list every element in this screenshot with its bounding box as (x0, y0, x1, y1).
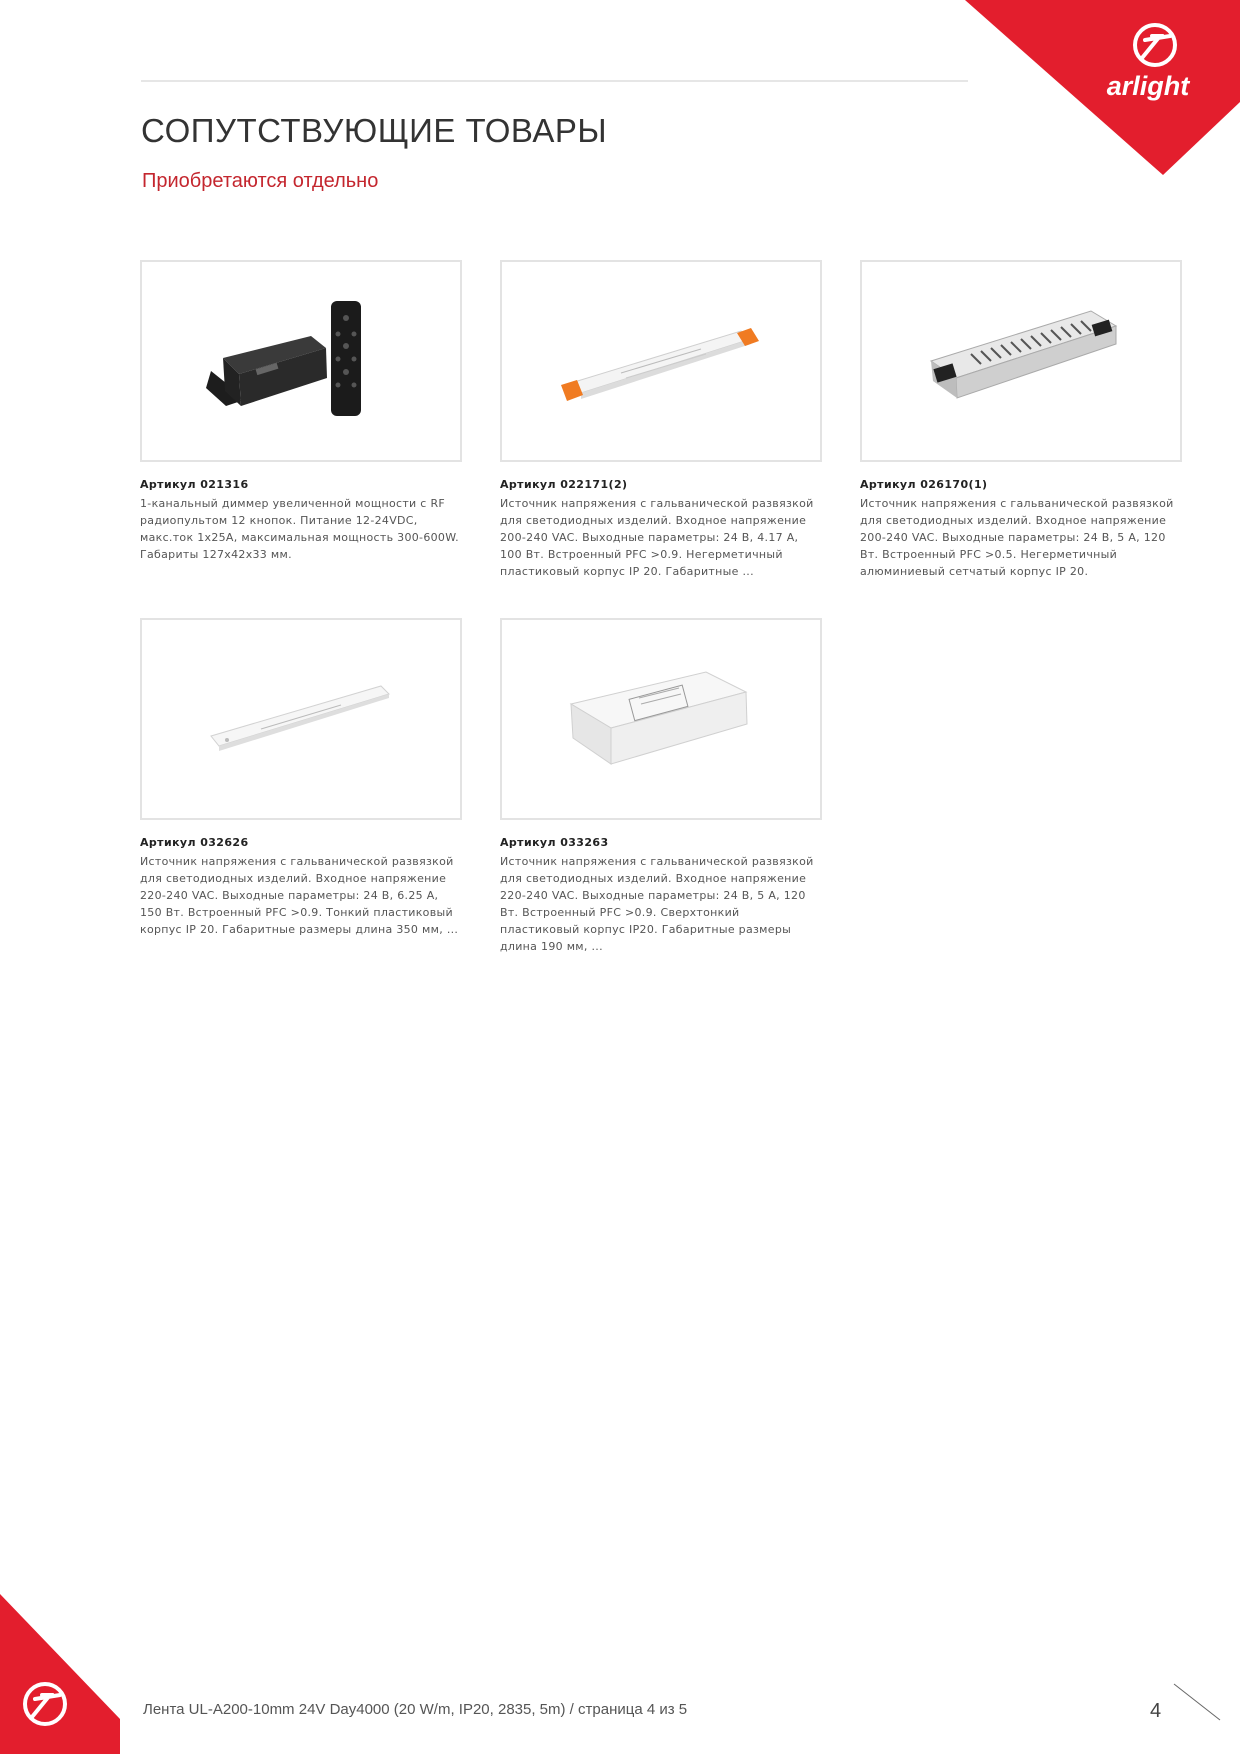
product-card[interactable] (500, 260, 822, 580)
thin-power-supply-image (201, 674, 401, 764)
product-image-frame[interactable] (140, 618, 462, 820)
product-article: Артикул 022171(2) (500, 478, 628, 491)
product-card[interactable] (140, 618, 462, 938)
footer-divider-line (1172, 1682, 1222, 1722)
product-card[interactable] (140, 260, 462, 563)
product-image-frame[interactable] (860, 260, 1182, 462)
product-image-frame[interactable] (500, 260, 822, 462)
compact-power-supply-image (561, 664, 761, 774)
product-card[interactable] (500, 618, 822, 955)
product-description: Источник напряжения с гальванической развязкой для светодиодных изделий. Входное напряжение 220-240 VAC. Выходные параметры: 24 В, 5 А, 120 Вт. Встроенный PFC >0.9. Сверхтонкий пластиковый корпус IP20. Габаритные размеры длина 190 мм, ... (500, 855, 814, 953)
page-number: 4 (1150, 1700, 1162, 1722)
footer-product-line: Лента UL-A200-10mm 24V Day4000 (20 W/m, IP20, 2835, 5m) / страница 4 из 5 (143, 1701, 688, 1718)
product-card[interactable] (860, 260, 1182, 580)
page-title: СОПУТСТВУЮЩИЕ ТОВАРЫ (141, 112, 608, 149)
brand-logo-text: arlight (1106, 71, 1190, 101)
dimmer-with-remote-image (201, 296, 401, 426)
product-image-frame[interactable] (500, 618, 822, 820)
product-description: Источник напряжения с гальванической развязкой для светодиодных изделий. Входное напряжение 220-240 VAC. Выходные параметры: 24 В, 6.25 А, 150 Вт. Встроенный PFC >0.9. Тонкий пластиковый корпус IP 20. Габаритные размеры длина 350 мм, ... (140, 855, 459, 936)
product-image-frame[interactable] (140, 260, 462, 462)
page-subtitle: Приобретаются отдельно (142, 170, 379, 192)
mesh-power-supply-image (921, 306, 1121, 416)
product-article: Артикул 033263 (500, 836, 609, 849)
brand-corner-logo (920, 0, 1240, 175)
product-description: Источник напряжения с гальванической развязкой для светодиодных изделий. Входное напряжение 200-240 VAC. Выходные параметры: 24 В, 5 А, 120 Вт. Встроенный PFC >0.5. Негерметичный алюминиевый сетчатый корпус IP 20. (860, 497, 1174, 578)
header-divider (141, 80, 968, 82)
slim-power-supply-image (551, 311, 771, 411)
footer-brand-corner (0, 1594, 120, 1754)
product-description: Источник напряжения с гальванической развязкой для светодиодных изделий. Входное напряжение 200-240 VAC. Выходные параметры: 24 В, 4.17 А, 100 Вт. Встроенный PFC >0.9. Негерметичный пластиковый корпус IP 20. Габаритные ... (500, 497, 814, 578)
product-article: Артикул 032626 (140, 836, 249, 849)
product-article: Артикул 026170(1) (860, 478, 988, 491)
product-description: 1-канальный диммер увеличенной мощности с RF радиопультом 12 кнопок. Питание 12-24VDC, макс.ток 1х25А, максимальная мощность 300-600W. Габариты 127х42х33 мм. (140, 497, 459, 561)
product-article: Артикул 021316 (140, 478, 249, 491)
